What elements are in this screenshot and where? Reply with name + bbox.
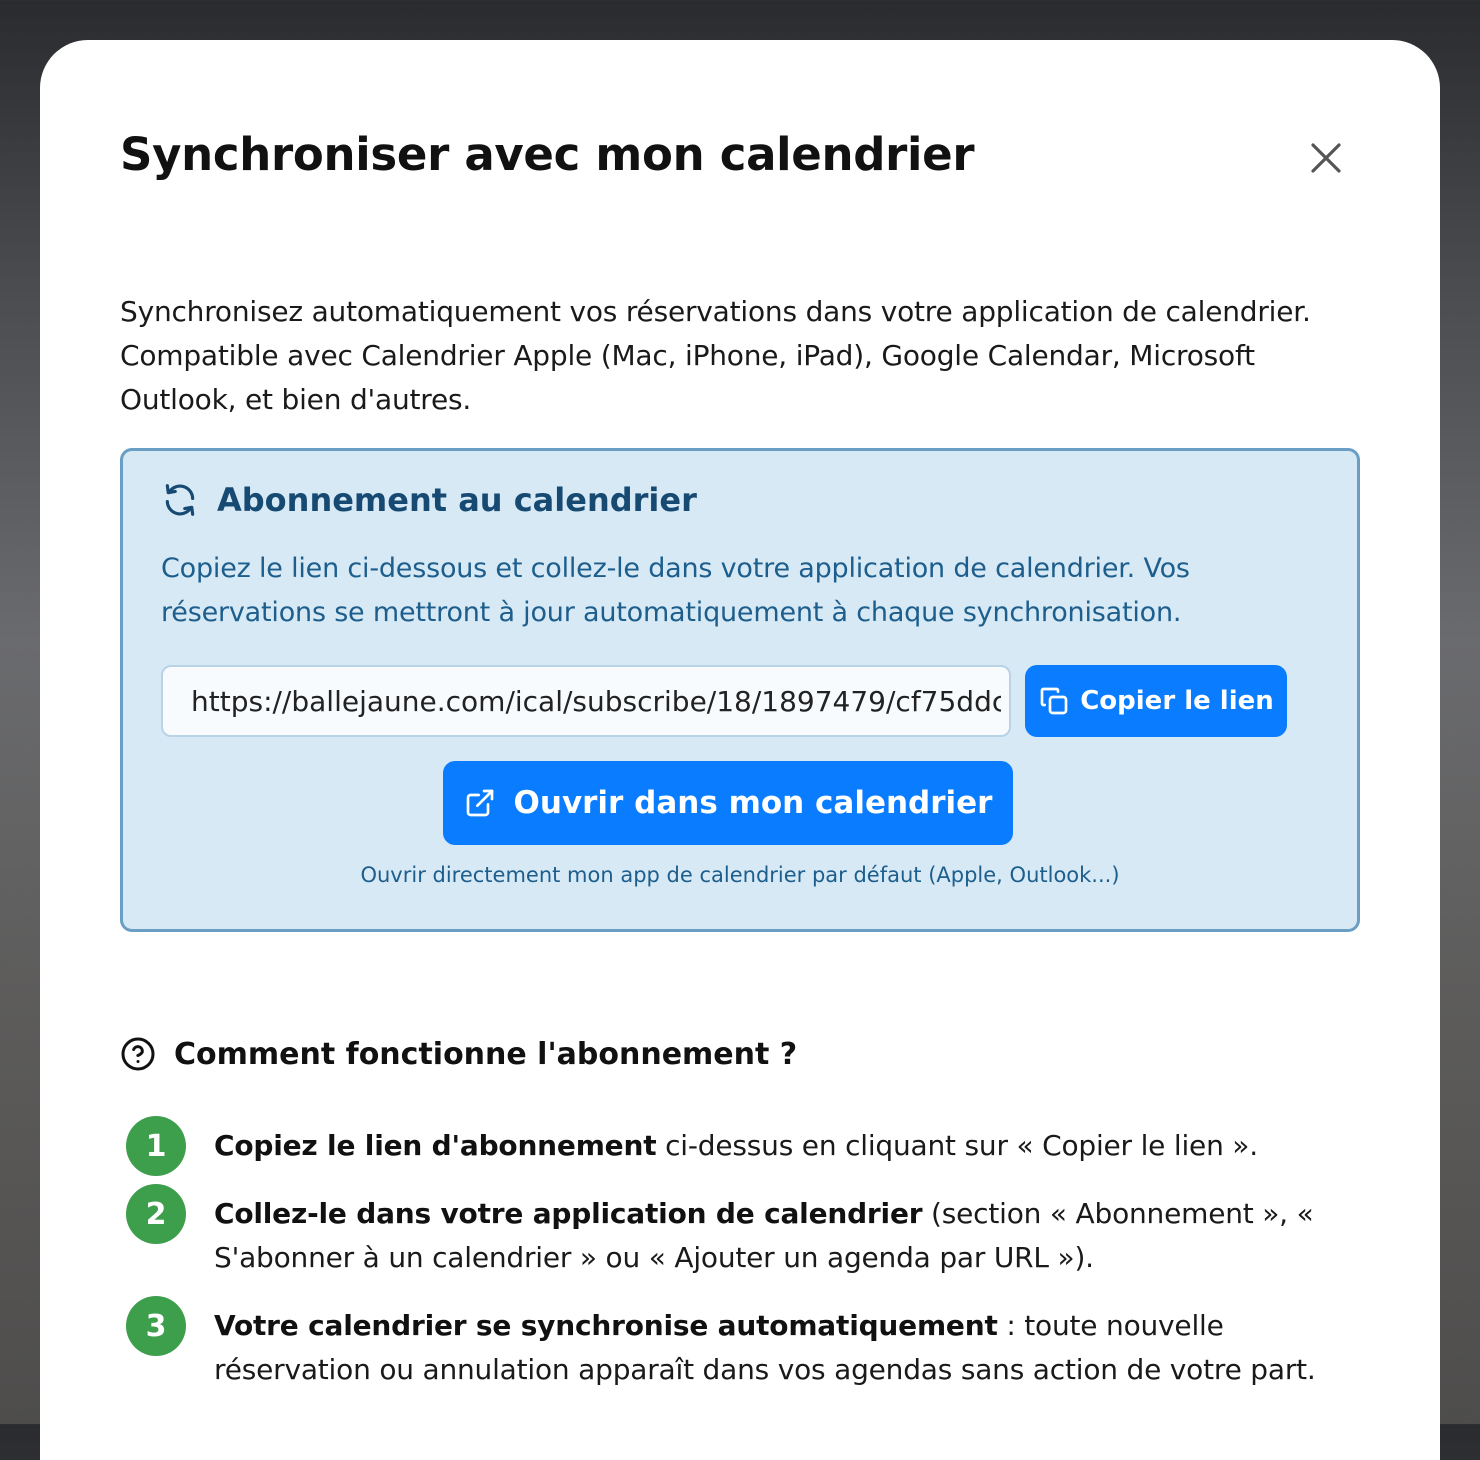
how-it-works-header (120, 1036, 797, 1072)
step-text (214, 1192, 1354, 1280)
step-number-badge: 1 (126, 1116, 186, 1176)
subscription-title: Abonnement au calendrier (217, 481, 697, 519)
external-link-icon (464, 787, 496, 819)
sync-calendar-dialog (40, 40, 1440, 1460)
question-circle-icon (120, 1036, 156, 1072)
subscription-header (161, 481, 697, 519)
copy-link-button[interactable] (1025, 665, 1287, 737)
copy-link-label: Copier le lien (1080, 686, 1274, 716)
step-detail-text: (section « Abonnement », « S'abonner à un calendrier » ou « Ajouter un agenda par URL »). (214, 1197, 1314, 1274)
open-in-calendar-button[interactable] (443, 761, 1013, 845)
how-it-works-title: Comment fonctionne l'abonnement ? (174, 1036, 798, 1072)
step-text (214, 1304, 1354, 1392)
step-text (214, 1124, 1354, 1168)
step-bold-text: Votre calendrier se synchronise automatiquement (214, 1309, 998, 1342)
step-detail-text: ci-dessus en cliquant sur « Copier le lien ». (656, 1129, 1258, 1162)
step-number-badge: 3 (126, 1296, 186, 1356)
step-detail-text: : toute nouvelle réservation ou annulation apparaît dans vos agendas sans action de votre part. (214, 1309, 1316, 1386)
close-button[interactable] (1302, 134, 1350, 182)
subscription-url-field[interactable] (161, 665, 1011, 737)
subscription-description: Copiez le lien ci-dessous et collez-le dans votre application de calendrier. Vos réservations se mettront à jour automatiquement à chaque synchronisation. (161, 553, 1190, 628)
dialog-title: Synchroniser avec mon calendrier (120, 128, 975, 181)
step-bold-text: Collez-le dans votre application de calendrier (214, 1197, 923, 1230)
dialog-intro: Synchronisez automatiquement vos réservations dans votre application de calendrier. Compatible avec Calendrier Apple (Mac, iPhone, iPad), Google Calendar, Microsoft Outlook, et bien d'autres. (120, 295, 1311, 416)
close-icon (1310, 142, 1342, 174)
step-bold-text: Copiez le lien d'abonnement (214, 1129, 657, 1162)
open-in-calendar-hint: Ouvrir directement mon app de calendrier par défaut (Apple, Outlook...) (360, 863, 1120, 887)
open-in-calendar-label: Ouvrir dans mon calendrier (513, 785, 993, 821)
subscription-panel (120, 448, 1360, 932)
step-number-badge: 2 (126, 1184, 186, 1244)
copy-icon (1038, 685, 1070, 717)
refresh-icon (161, 481, 199, 519)
